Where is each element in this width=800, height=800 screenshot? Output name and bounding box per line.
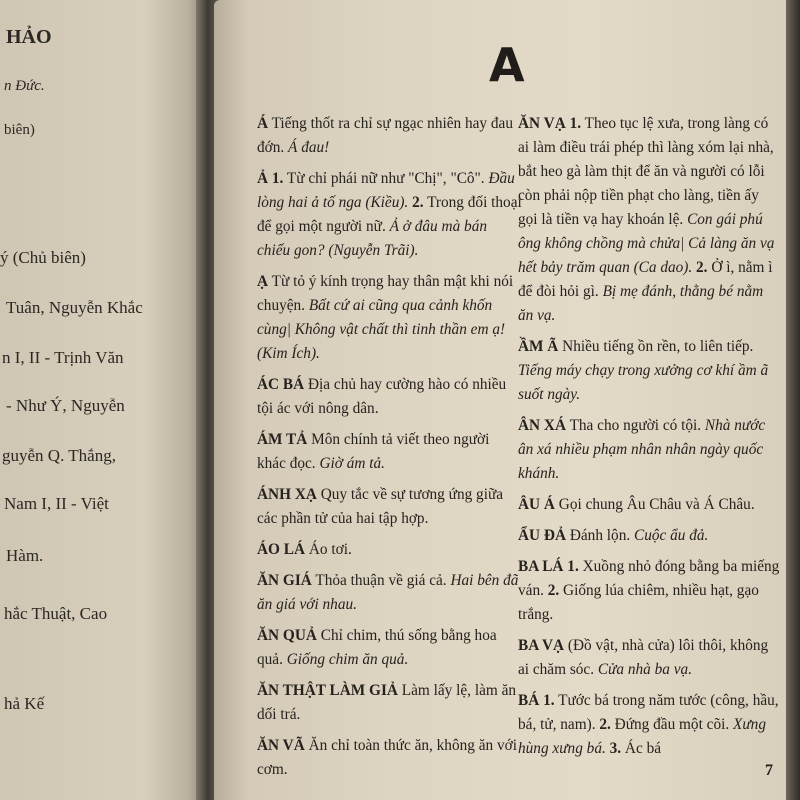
example: Xưng hùng xưng bá. — [518, 716, 766, 757]
definition: Tha cho người có tội. — [566, 417, 705, 434]
sense-number: 1. — [565, 115, 582, 132]
sense-number: 2. — [547, 582, 560, 599]
definition: Xuồng nhỏ đóng bằng ba miếng ván. — [518, 558, 780, 599]
example: Á đau! — [288, 139, 330, 156]
example: Nhà nước ân xá nhiều phạm nhân nhân ngày quốc khánh. — [518, 417, 766, 482]
headword: ÁM TẢ — [257, 431, 308, 448]
dictionary-entry — [257, 167, 522, 263]
definition: (Đồ vật, nhà cửa) lôi thôi, không ai chăm sóc. — [518, 637, 769, 678]
right-page — [214, 0, 788, 800]
headword: ÁNH XẠ — [257, 486, 317, 503]
definition: Gọi chung Âu Châu và Á Châu. — [554, 496, 755, 513]
sense-number: 1. — [563, 558, 579, 575]
dictionary-entry — [518, 493, 780, 517]
dictionary-column-left — [257, 112, 522, 789]
headword: ĂN VẠ — [518, 115, 566, 132]
dictionary-entry — [257, 112, 522, 160]
sense-number: 2. — [599, 716, 611, 733]
left-page-line: n I, II - Trịnh Văn — [2, 348, 124, 367]
section-letter: A — [489, 38, 526, 92]
headword: ẨU ĐẢ — [518, 527, 567, 544]
sense-number: 3. — [605, 740, 622, 757]
sense-number: 1. — [539, 692, 555, 709]
headword: Ả — [257, 170, 269, 187]
dictionary-column-right — [518, 112, 780, 768]
dictionary-entry — [518, 634, 780, 682]
headword: ĂN GIÁ — [257, 572, 312, 589]
left-page-line: n Đức. — [4, 78, 45, 94]
example: Cuộc ẩu đả. — [634, 527, 709, 544]
sense-number: 2. — [692, 259, 708, 276]
definition: Quy tắc về sự tương ứng giữa các phần tử của hai tập hợp. — [257, 486, 504, 527]
dictionary-entry — [257, 373, 522, 421]
definition: Môn chính tả viết theo người khác đọc. — [257, 431, 490, 472]
definition: Áo tơi. — [305, 541, 352, 558]
left-page-line: hắc Thuật, Cao — [4, 604, 108, 623]
example: Tiếng máy chạy trong xưởng cơ khí ầm ã suốt ngày. — [518, 362, 769, 403]
left-page-line: Nam I, II - Việt — [4, 494, 109, 513]
dictionary-entry — [257, 624, 522, 672]
example: Bị mẹ đánh, thằng bé nằm ăn vạ. — [518, 283, 764, 324]
dictionary-entry — [518, 524, 780, 548]
headword: ĂN QUẢ — [257, 627, 317, 644]
dictionary-entry — [257, 569, 522, 617]
headword: Á — [257, 115, 269, 132]
headword: ÂU Á — [518, 496, 555, 513]
definition: Theo tục lệ xưa, trong làng có ai làm điều trái phép thì làng xóm lại nhà, bắt heo gà làm thịt để ăn và người có lỗi còn phải nộp tiền phạt cho làng, tiền ấy gọi là tiền vạ hay khoán lệ. — [518, 115, 774, 228]
dictionary-entry — [257, 483, 522, 531]
headword: ĂN THẬT LÀM GIẢ — [257, 682, 398, 699]
definition: Tước bá trong năm tước (công, hầu, bá, tử, nam). — [518, 692, 779, 733]
page-edge-shadow — [786, 0, 800, 800]
dictionary-entry — [257, 538, 522, 562]
left-page-line: guyễn Q. Thắng, — [2, 446, 116, 465]
headword: ÁO LÁ — [257, 541, 306, 558]
left-page-line: HẢO — [6, 26, 52, 48]
dictionary-entry — [518, 335, 780, 407]
headword: ĂN VÃ — [257, 737, 305, 754]
dictionary-entry — [257, 270, 522, 366]
definition: Trong đối thoại để gọi một người nữ. — [257, 194, 522, 235]
left-page-line: ý (Chủ biên) — [0, 248, 86, 267]
dictionary-entry — [257, 734, 522, 782]
definition: Ác bá — [621, 740, 662, 757]
definition: Đứng đầu một cõi. — [610, 716, 733, 733]
page-number: 7 — [765, 762, 773, 779]
dictionary-entry — [518, 112, 780, 328]
example: Cửa nhà ba vạ. — [597, 661, 693, 678]
left-page-line: Tuân, Nguyễn Khắc — [6, 298, 143, 317]
example: Đầu lòng hai ả tố nga (Kiều). — [257, 170, 515, 211]
left-page — [0, 0, 205, 800]
headword: BA LÁ — [518, 558, 564, 575]
dictionary-entry — [257, 428, 522, 476]
definition: Tiếng thốt ra chỉ sự ngạc nhiên hay đau đớn. — [257, 115, 513, 156]
example: Ả ở đâu mà bán chiếu gon? (Nguyễn Trãi). — [257, 218, 487, 259]
example: Giống chim ăn quả. — [286, 651, 409, 668]
definition: Thỏa thuận về giá cả. — [311, 572, 451, 589]
definition: Giống lúa chiêm, nhiều hạt, gạo trắng. — [518, 582, 759, 623]
headword: ÂN XÁ — [518, 417, 567, 434]
dictionary-entry — [518, 414, 780, 486]
example: Con gái phú ông không chồng mà chửa| Cả làng ăn vạ hết bảy trăm quan (Ca dao). — [518, 211, 775, 276]
left-page-line: biên) — [4, 122, 35, 138]
definition: Chỉ chim, thú sống bằng hoa quả. — [257, 627, 497, 668]
definition: Ở ì, nằm ì để đòi hỏi gì. — [518, 259, 773, 300]
example: Hai bên đã ăn giá với nhau. — [257, 572, 519, 613]
left-page-line: - Như Ý, Nguyễn — [6, 396, 125, 415]
headword: ẦM Ã — [518, 338, 559, 355]
sense-number: 2. — [408, 194, 424, 211]
dictionary-entry — [518, 555, 780, 627]
definition: Địa chủ hay cường hào có nhiều tội ác với nông dân. — [257, 376, 507, 417]
headword: BA VẠ — [518, 637, 565, 654]
headword: BÁ — [518, 692, 540, 709]
definition: Từ chỉ phái nữ như "Chị", "Cô". — [283, 170, 489, 187]
definition: Làm lấy lệ, làm ăn dối trá. — [257, 682, 517, 723]
definition: Đánh lộn. — [566, 527, 634, 544]
example: Giờ ám tả. — [319, 455, 385, 472]
dictionary-entry — [518, 689, 780, 761]
definition: Nhiều tiếng ồn rền, to liên tiếp. — [558, 338, 754, 355]
example: Bất cứ ai cũng qua cảnh khốn cùng| Không vật chất thì tinh thần em ạ! (Kim Ích). — [257, 297, 506, 362]
dictionary-entry — [257, 679, 522, 727]
headword: Ạ — [257, 273, 269, 290]
definition: Từ tỏ ý kính trọng hay thân mật khi nói chuyện. — [257, 273, 514, 314]
definition: Ăn chỉ toàn thức ăn, không ăn với cơm. — [257, 737, 517, 778]
sense-number: 1. — [268, 170, 284, 187]
left-page-line: hả Kế — [4, 694, 45, 713]
headword: ÁC BÁ — [257, 376, 305, 393]
left-page-line: Hàm. — [6, 546, 44, 565]
